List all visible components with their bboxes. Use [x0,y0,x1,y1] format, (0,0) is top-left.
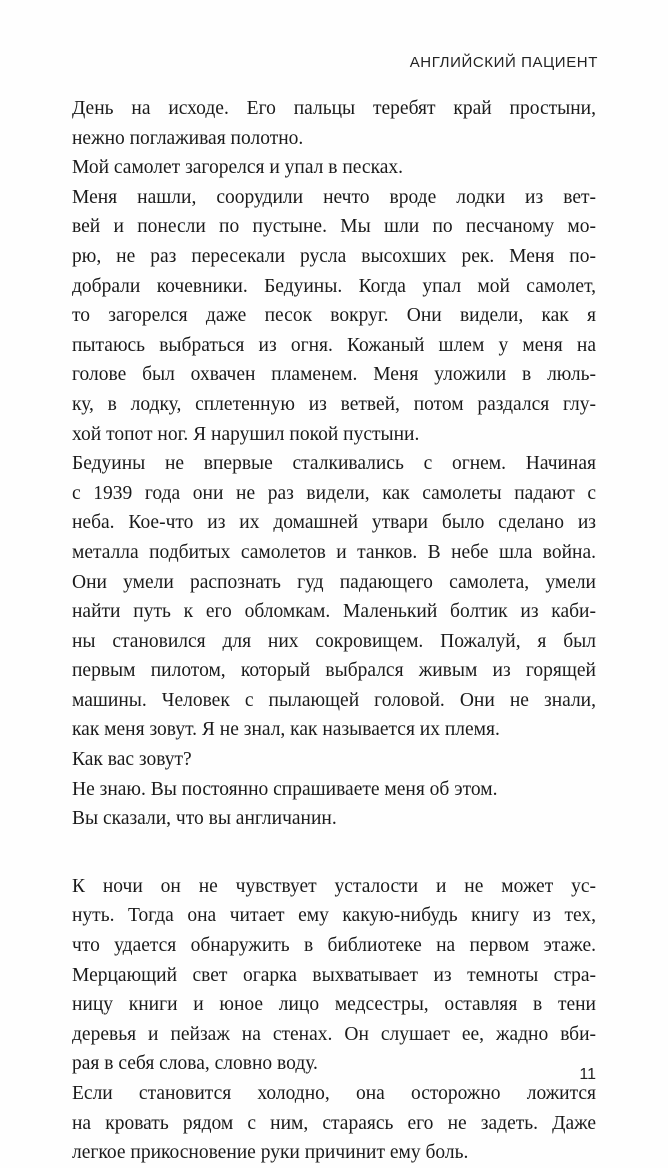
running-head: АНГЛИЙСКИЙ ПАЦИЕНТ [409,54,598,71]
paragraph [72,872,596,1079]
text-line: на кровать рядом с ним, стараясь его не задеть. Даже [72,1112,596,1134]
text-line: Вы сказали, что вы англичанин. [72,808,337,830]
text-line: Они умели распознать гуд падающего самолета, умели [72,571,596,593]
text-line: К ночи он не чувствует усталости и не может ус- [72,875,596,897]
paragraph [72,775,596,805]
paragraph [72,804,596,834]
text-line: вей и понесли по пустыне. Мы шли по песчаному мо- [72,216,596,238]
text-line: добрали кочевники. Бедуины. Когда упал мой самолет, [72,275,596,297]
text-line: нежно поглаживая полотно. [72,127,304,149]
text-line: Не знаю. Вы постоянно спрашиваете меня об этом. [72,778,498,800]
paragraph [72,153,596,183]
text-line: ку, в лодку, сплетенную из ветвей, потом раздался глу- [72,393,596,415]
text-line: рю, не раз пересекали русла высохших рек. Меня по- [72,245,596,267]
text-line: рая в себя слова, словно воду. [72,1053,318,1075]
text-line: Меня нашли, соорудили нечто вроде лодки из вет- [72,186,596,208]
text-line: Как вас зовут? [72,749,192,771]
body-text [72,94,596,1168]
text-line: машины. Человек с пылающей головой. Они не знали, [72,689,596,711]
text-line: ницу книги и юное лицо медсестры, оставляя в тени [72,994,596,1016]
paragraph [72,745,596,775]
section-break [72,834,596,872]
paragraph [72,94,596,153]
paragraph [72,183,596,449]
text-line: нуть. Тогда она читает ему какую-нибудь книгу из тех, [72,905,596,927]
text-line: то загорелся даже песок вокруг. Они видели, как я [72,305,596,327]
text-line: первым пилотом, который выбрался живым из горящей [72,660,596,682]
page-number: 11 [579,1066,596,1083]
text-line: хой топот ног. Я нарушил покой пустыни. [72,423,420,445]
text-line: металла подбитых самолетов и танков. В небе шла война. [72,541,596,563]
paragraph [72,1079,596,1168]
text-line: Если становится холодно, она осторожно ложится [72,1083,596,1104]
text-line: деревья и пейзаж на стенах. Он слушает ее, жадно вби- [72,1023,596,1045]
text-line: легкое прикосновение руки причинит ему боль. [72,1142,469,1164]
text-line: с 1939 года они не раз видели, как самолеты падают с [72,482,596,504]
text-line: ны становился для них сокровищем. Пожалуй, я был [72,630,596,652]
text-line: найти путь к его обломкам. Маленький болтик из каби- [72,601,596,623]
text-line: Бедуины не впервые сталкивались с огнем. Начиная [72,453,596,475]
text-line: голове был охвачен пламенем. Меня уложили в люль- [72,364,596,386]
text-line: что удается обнаружить в библиотеке на первом этаже. [72,935,596,957]
text-line: Мерцающий свет огарка выхватывает из темноты стра- [72,964,596,986]
text-line: День на исходе. Его пальцы теребят край простыни, [72,98,596,119]
paragraph [72,449,596,745]
text-line: неба. Кое-что из их домашней утвари было сделано из [72,512,596,534]
text-line: как меня зовут. Я не знал, как называется их племя. [72,719,500,741]
text-line: Мой самолет загорелся и упал в песках. [72,157,404,179]
text-line: пытаюсь выбраться из огня. Кожаный шлем у меня на [72,334,596,356]
